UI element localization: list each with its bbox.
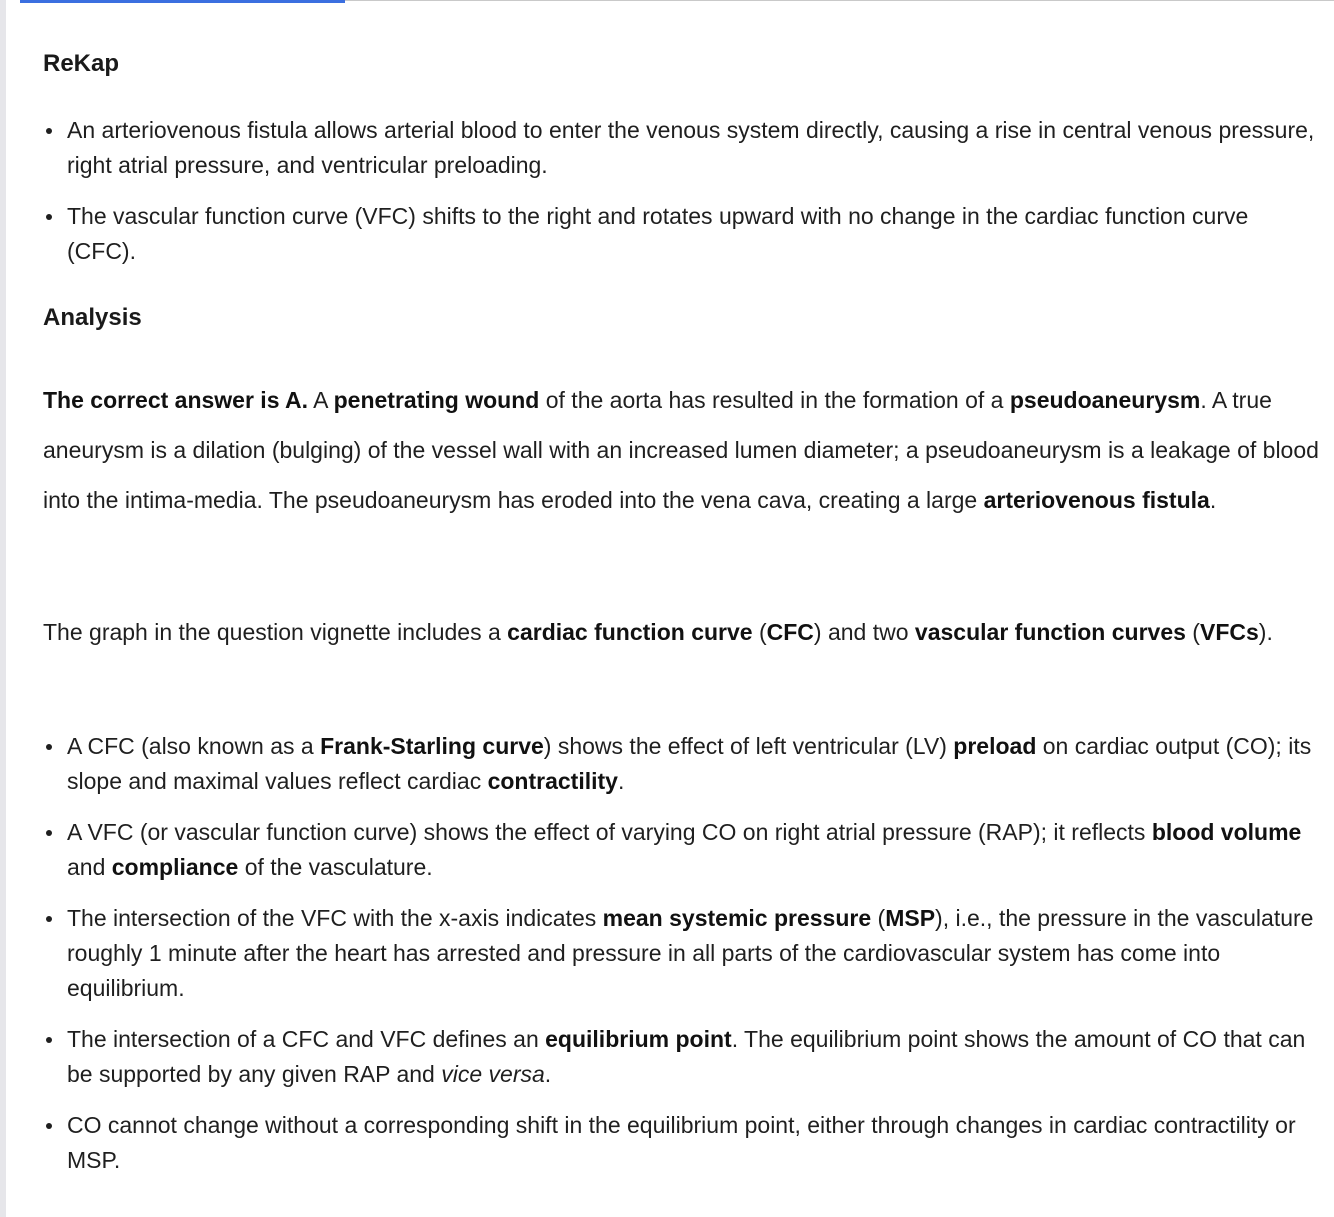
analysis-heading: Analysis bbox=[43, 304, 142, 331]
list-item: CO cannot change without a corresponding shift in the equilibrium point, either through changes in cardiac contractility or MSP. bbox=[43, 1108, 1323, 1178]
analysis-facts-list bbox=[43, 729, 1323, 1194]
list-item: An arteriovenous fistula allows arterial blood to enter the venous system directly, causing a rise in central venous pressure, right atrial pressure, and ventricular preloading. bbox=[43, 113, 1323, 183]
rekap-list bbox=[43, 113, 1323, 285]
list-item: The vascular function curve (VFC) shifts to the right and rotates upward with no change in the cardiac function curve (CFC). bbox=[43, 199, 1323, 269]
list-item: The intersection of a CFC and VFC defines an equilibrium point. The equilibrium point shows the amount of CO that can be supported by any given RAP and vice versa. bbox=[43, 1022, 1323, 1092]
list-item: A VFC (or vascular function curve) shows the effect of varying CO on right atrial pressure (RAP); it reflects blood volume and compliance of the vasculature. bbox=[43, 815, 1323, 885]
list-item: A CFC (also known as a Frank-Starling curve) shows the effect of left ventricular (LV) preload on cardiac output (CO); its slope and maximal values reflect cardiac contractility. bbox=[43, 729, 1323, 799]
left-scroll-rail bbox=[0, 0, 6, 1217]
rekap-heading: ReKap bbox=[43, 50, 120, 77]
active-tab-indicator bbox=[20, 0, 345, 3]
answer-paragraph: The correct answer is A. A penetrating wound of the aorta has resulted in the formation of a pseudoaneurysm. A true aneurysm is a dilation (bulging) of the vessel wall with an increased lumen diameter; a pseudoaneurysm is a leakage of blood into the intima-media. The pseudoaneurysm has eroded into the vena cava, creating a large arteriovenous fistula. bbox=[43, 387, 1319, 513]
graph-paragraph: The graph in the question vignette includes a cardiac function curve (CFC) and two vascular function curves (VFCs). bbox=[43, 619, 1273, 645]
list-item: The intersection of the VFC with the x-axis indicates mean systemic pressure (MSP), i.e., the pressure in the vasculature roughly 1 minute after the heart has arrested and pressure in all parts of the cardiovascular system has come into equilibrium. bbox=[43, 901, 1323, 1006]
